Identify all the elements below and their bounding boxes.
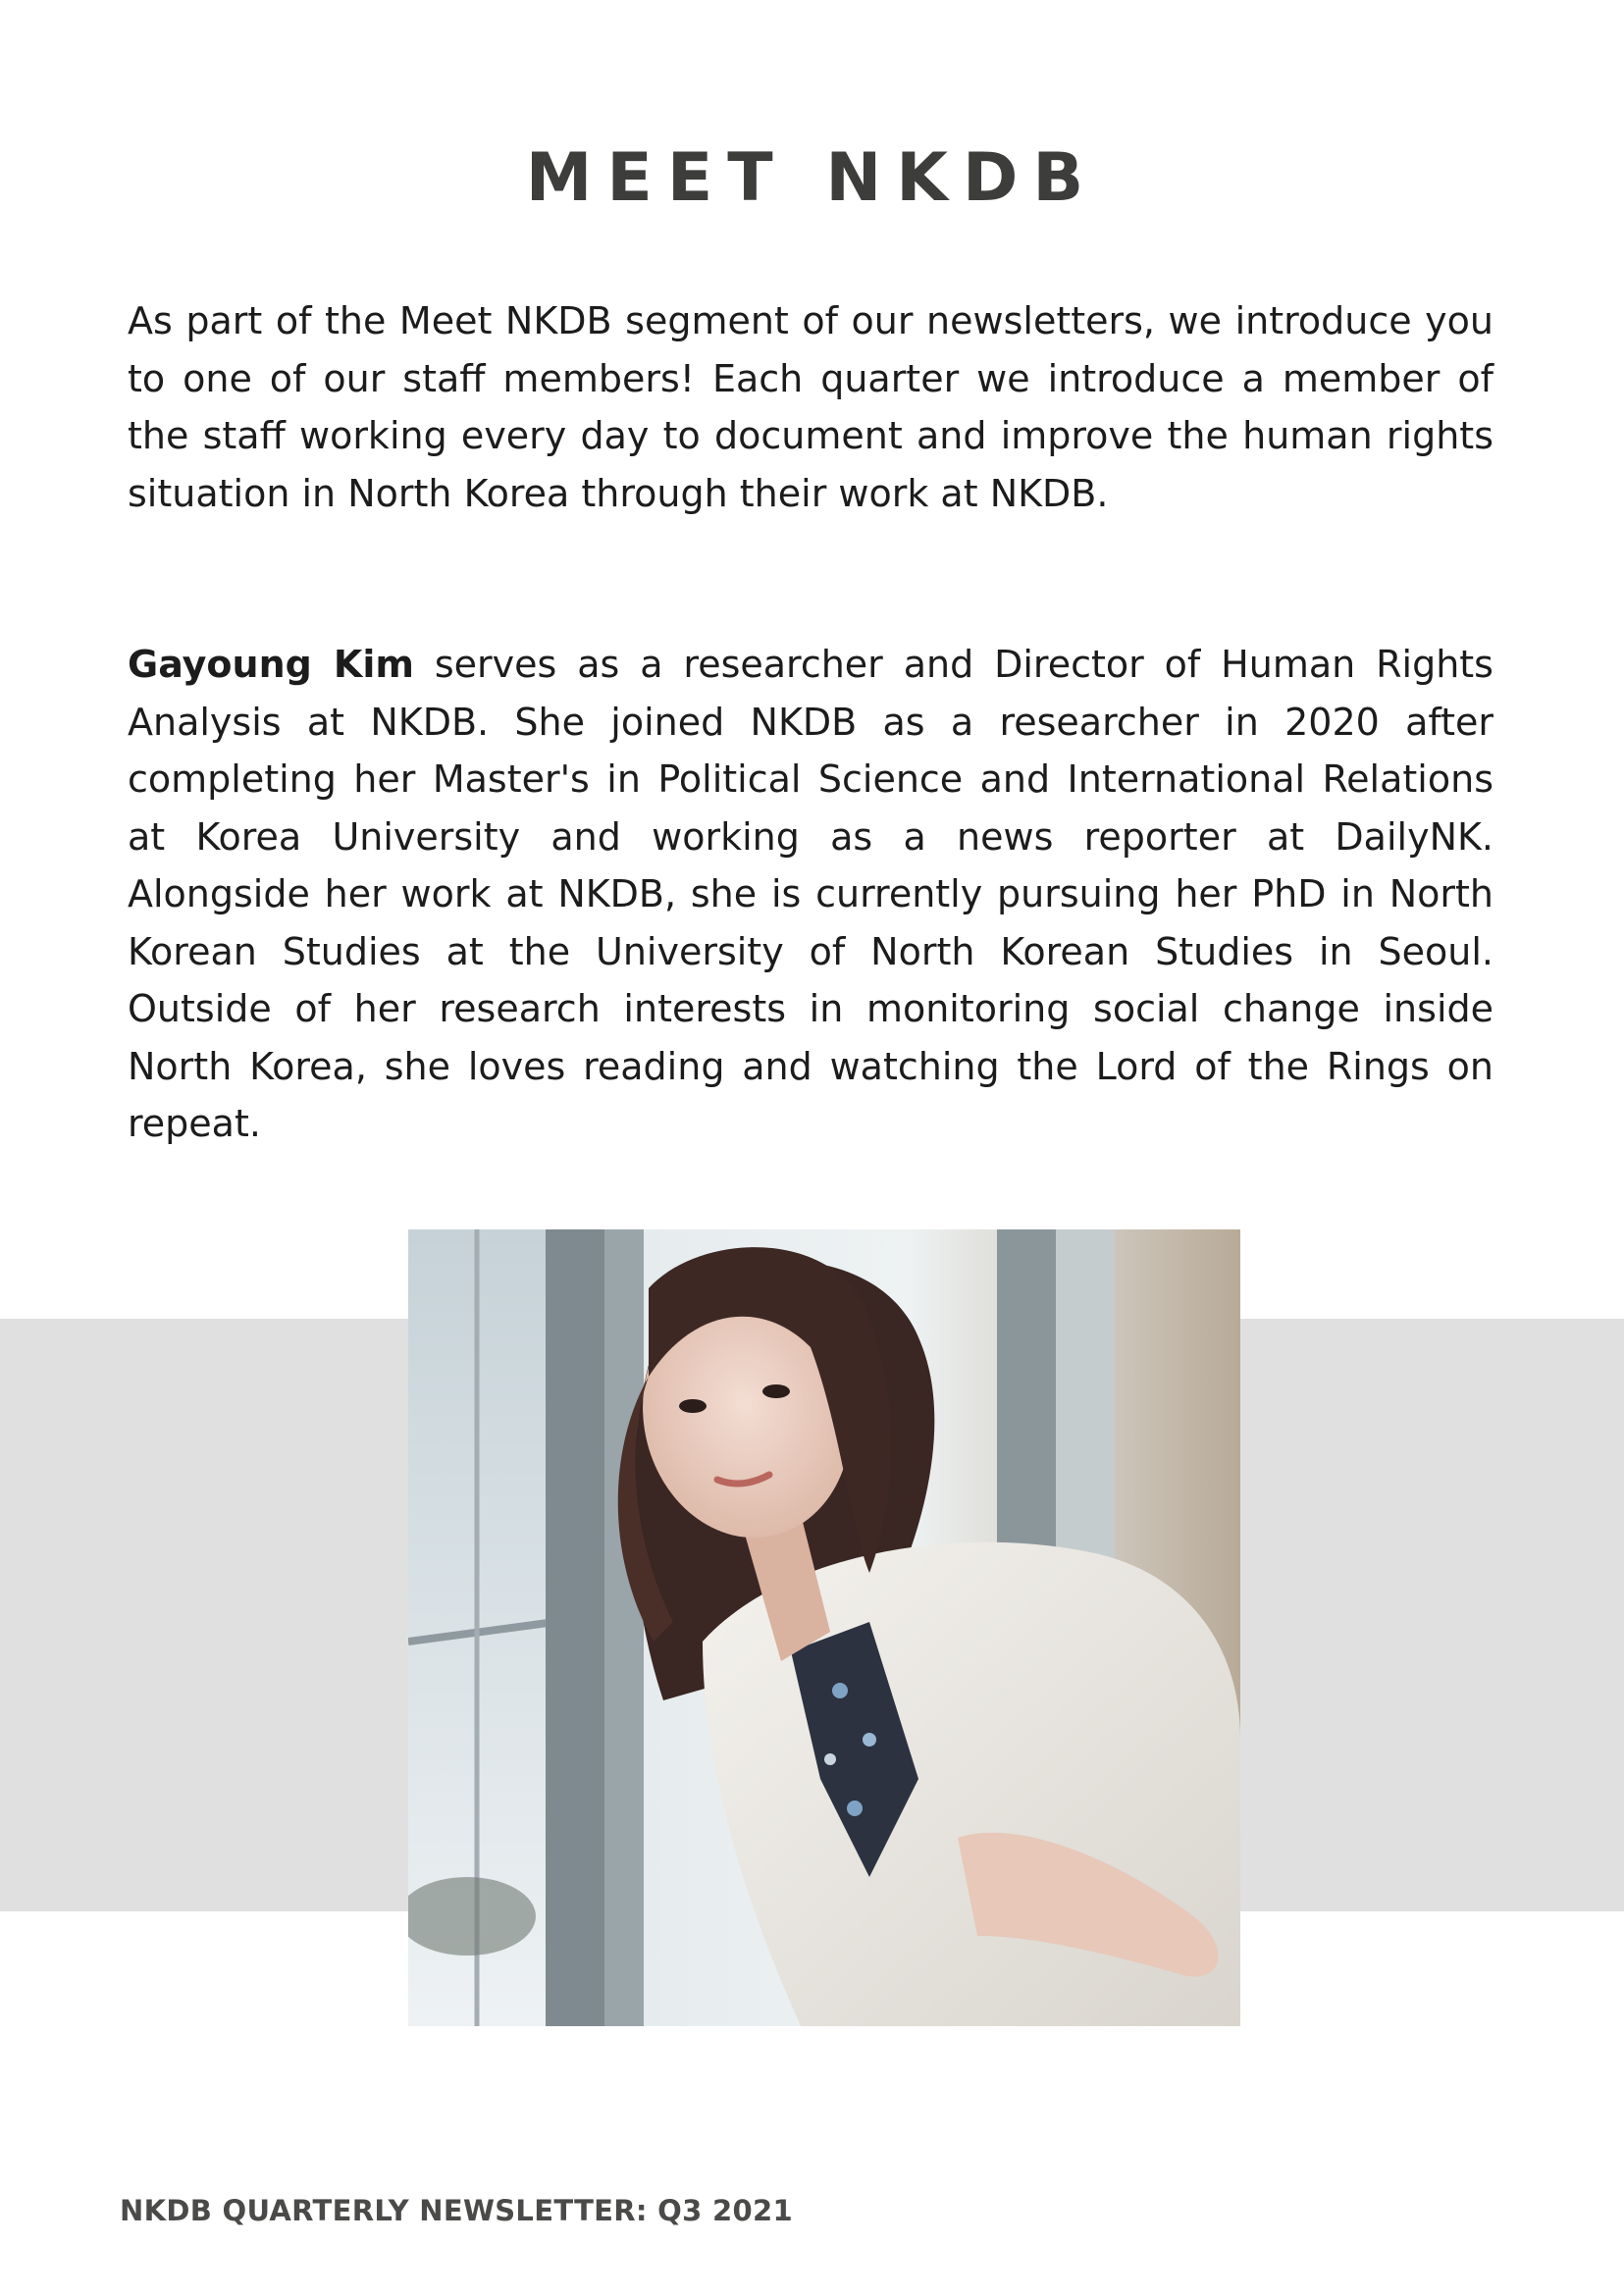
bio-text: serves as a researcher and Director of Human Rights Analysis at NKDB. She joined NKDB as a researcher in 2020 after completing her Master's in Political Science and International Relations at Korea University and working as a news reporter at DailyNK. Alongside her work at NKDB, she is currently pursuing her PhD in North Korean Studies at the University of North Korean Studies in Seoul. Outside of her research interests in monitoring social change inside North Korea, she loves reading and watching the Lord of the Rings on repeat. bbox=[128, 643, 1493, 1145]
portrait-photo bbox=[408, 1229, 1240, 2026]
footer-label: NKDB QUARTERLY NEWSLETTER: Q3 2021 bbox=[120, 2194, 793, 2227]
intro-paragraph: As part of the Meet NKDB segment of our newsletters, we introduce you to one of our staff members! Each quarter we introduce a member of the staff working every day to document and improve the human rights situation in North Korea through their work at NKDB. bbox=[128, 299, 1493, 515]
portrait-illustration bbox=[408, 1229, 1240, 2026]
staff-name: Gayoung Kim bbox=[128, 643, 414, 686]
bio-paragraph bbox=[128, 636, 1493, 1153]
page-title: MEET NKDB bbox=[525, 139, 1099, 217]
